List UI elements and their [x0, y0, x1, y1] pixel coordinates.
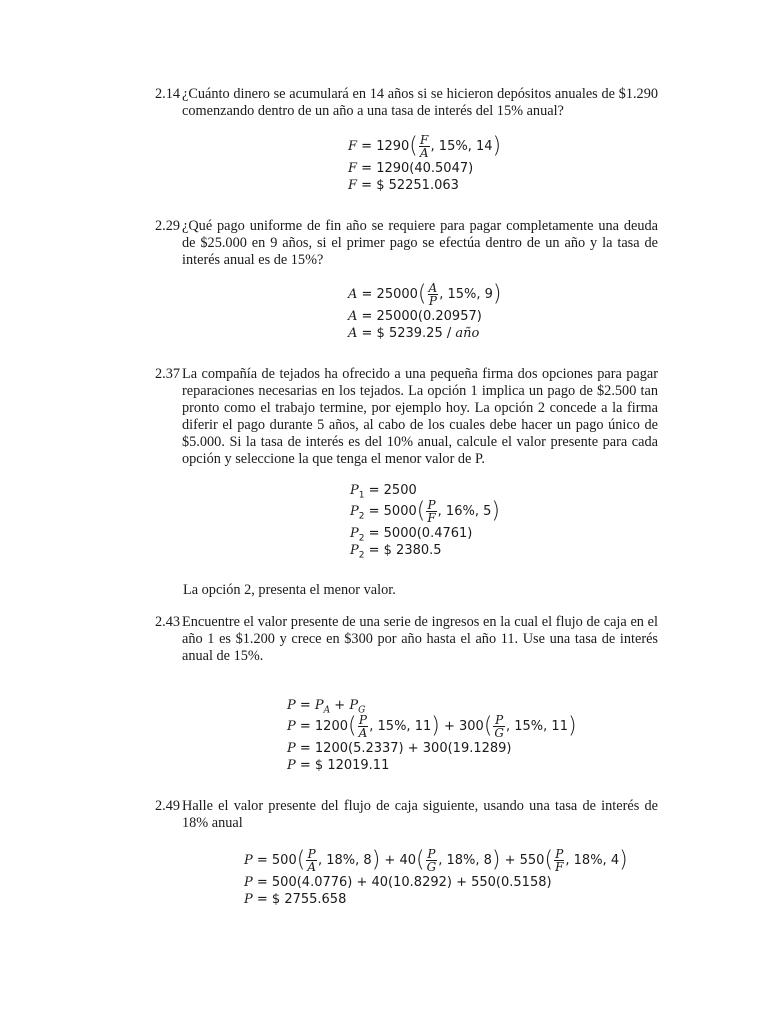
equation-line: P = $ 2755.658 [244, 892, 347, 907]
equation-line: P = 500(4.0776) + 40(10.8292) + 550(0.5158) [244, 875, 552, 890]
factor-fraction: $\frac{P}{F}$ [427, 498, 436, 525]
problem-number: 2.43 [155, 614, 181, 630]
equation-line: $P_2$ = $ 2380.5 [350, 543, 442, 561]
equation-line: $P_2 = 5000(0.4761)$ [350, 526, 473, 544]
solution-2-43 [287, 697, 577, 774]
equation-line: A = $ 5239.25 / año [348, 326, 480, 341]
equation-line: $P_2 = 5000$( $\frac{P}{F}$ , 16%, 5) [350, 498, 500, 525]
problem-number: 2.29 [155, 218, 181, 234]
problem-2-49 [155, 798, 658, 832]
factor-fraction: $\frac{P}{F}$ [555, 847, 564, 874]
problem-2-29 [155, 218, 658, 269]
equation-line: F = $ 52251.063 [348, 178, 459, 193]
problem-statement: Halle el valor presente del flujo de caja siguiente, usando una tasa de interés de 18% anual [182, 798, 658, 831]
equation-line: $P = P_A + P_G$ [287, 698, 366, 716]
equation-line: P = 1200(5.2337) + 300(19.1289) [287, 741, 512, 756]
solution-2-37 [350, 482, 500, 559]
problem-statement: La compañía de tejados ha ofrecido a una pequeña firma dos opciones para pagar reparaciones necesarias en los tejados. La opción 1 implica un pago de $2.500 tan pronto como el trabajo termine, por ejemplo hoy. La opción 2 concede a la firma diferir el pago durante 5 años, al cabo de los cuales debe hacer un pago único de $5.000. Si la tasa de interés es del 10% anual, calcule el valor presente para cada opción y seleccione la que tenga el menor valor de P. [182, 366, 658, 467]
problem-number: 2.49 [155, 798, 181, 814]
problem-number: 2.37 [155, 366, 181, 382]
problem-number: 2.14 [155, 86, 181, 102]
solution-2-29 [348, 282, 501, 342]
equation-line: P = $ 12019.11 [287, 758, 390, 773]
equation-line: A = 25000( $\frac{A}{P}$ , 15%, 9) [348, 281, 502, 308]
factor-fraction: $\frac{P}{G}$ [494, 713, 504, 740]
problem-2-37 [155, 366, 658, 468]
problem-2-43 [155, 614, 658, 665]
equation-line: F = 1290(40.5047) [348, 161, 474, 176]
equation-line: P = 500( $\frac{P}{A}$ , 18%, 8) + 40( $\frac{P}{G}$ , 18%, 8) + 550( $\frac{P}{F}$ , 18%, 4) [244, 847, 628, 874]
equation-line: $P_1 = 2500$ [350, 483, 417, 501]
solution-2-14 [348, 134, 501, 194]
problem-statement: Encuentre el valor presente de una serie de ingresos en la cual el flujo de caja en el año 1 es $1.200 y crece en $300 por año hasta el año 11. Use una tasa de interés anual de 15%. [182, 614, 658, 664]
equation-line: F = 1290( $\frac{F}{A}$ , 15%, 14) [348, 133, 502, 160]
equation-line: P = 1200( $\frac{P}{A}$ , 15%, 11) + 300( $\frac{P}{G}$ , 15%, 11) [287, 713, 577, 740]
problem-statement: ¿Cuánto dinero se acumulará en 14 años si se hicieron depósitos anuales de $1.290 comenzando dentro de un año a una tasa de interés del 15% anual? [182, 86, 658, 119]
factor-fraction: $\frac{P}{A}$ [358, 713, 368, 740]
equation-line: A = 25000(0.20957) [348, 309, 482, 324]
conclusion-text: La opción 2, presenta el menor valor. [183, 582, 396, 598]
factor-fraction: $\frac{P}{A}$ [307, 847, 316, 874]
problem-2-14 [155, 86, 658, 120]
problem-statement: ¿Qué pago uniforme de fin año se requiere para pagar completamente una deuda de $25.000 en 9 años, si el primer pago se efectúa dentro de un año y la tasa de interés anual es de 15%? [182, 218, 658, 268]
factor-fraction: $\frac{P}{G}$ [426, 847, 437, 874]
factor-fraction: $\frac{A}{P}$ [428, 281, 438, 308]
solution-2-49 [244, 848, 628, 908]
factor-fraction: $\frac{F}{A}$ [419, 133, 429, 160]
